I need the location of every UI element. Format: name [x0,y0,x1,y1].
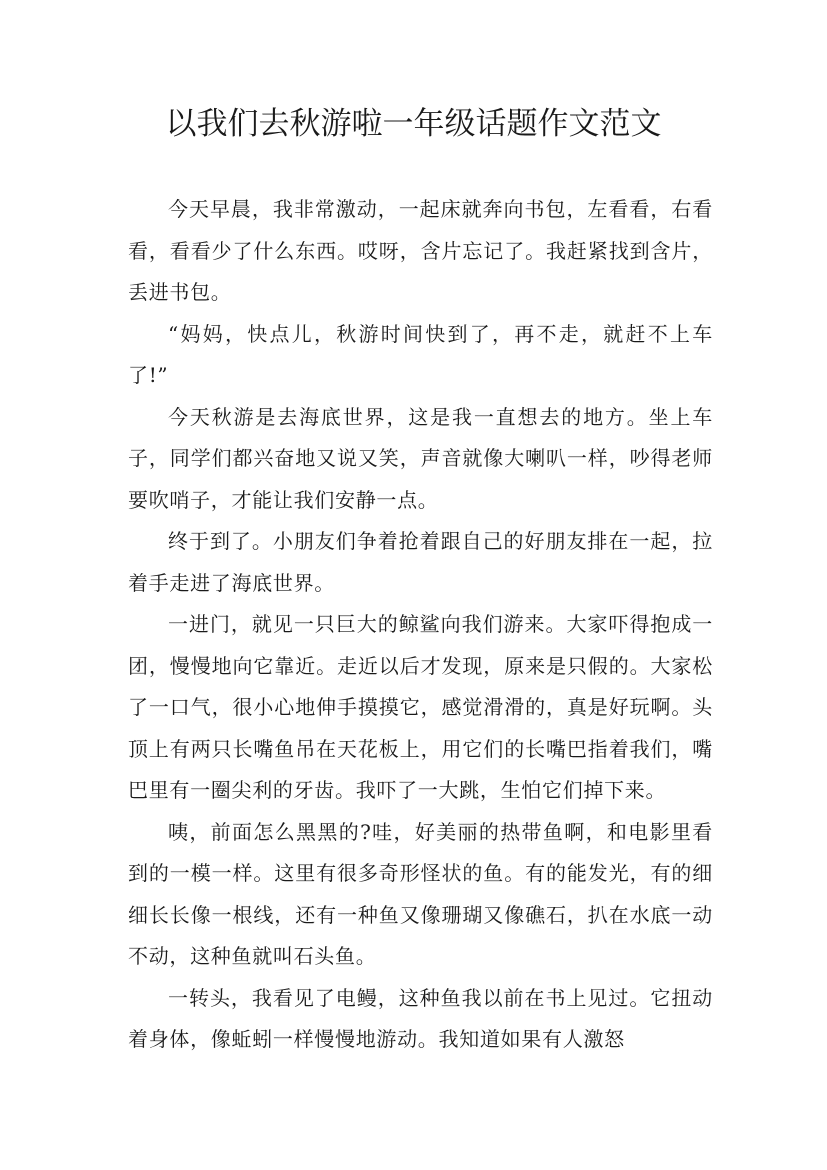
document-title: 以我们去秋游啦一年级话题作文范文 [165,106,662,142]
paragraph: 今天早晨，我非常激动，一起床就奔向书包，左看看，右看看，看看少了什么东西。哎呀，含片忘记了。我赶紧找到含片，丢进书包。 [128,197,713,304]
paragraph: 今天秋游是去海底世界，这是我一直想去的地方。坐上车子，同学们都兴奋地又说又笑，声音就像大喇叭一样，吵得老师要吹哨子，才能让我们安静一点。 [128,404,713,512]
paragraph: 一进门，就见一只巨大的鲸鲨向我们游来。大家吓得抱成一团，慢慢地向它靠近。走近以后才发现，原来是只假的。大家松了一口气，很小心地伸手摸摸它，感觉滑滑的，真是好玩啊。头顶上有两只长嘴鱼吊在天花板上，用它们的长嘴巴指着我们，嘴巴里有一圈尖利的牙齿。我吓了一大跳，生怕它们掉下来。 [128,612,713,802]
paragraph: 一转头，我看见了电鳗，这种鱼我以前在书上见过。它扭动着身体，像蚯蚓一样慢慢地游动。我知道如果有人激怒 [128,985,713,1051]
paragraph: 咦，前面怎么黑黑的?哇，好美丽的热带鱼啊，和电影里看到的一模一样。这里有很多奇形怪状的鱼。有的能发光，有的细细长长像一根线，还有一种鱼又像珊瑚又像礁石，扒在水底一动不动，这种鱼就叫石头鱼。 [128,819,713,968]
paragraph: “妈妈，快点儿，秋游时间快到了，再不走，就赶不上车了!” [128,321,713,387]
document-body [128,189,713,1061]
paragraph: 终于到了。小朋友们争着抢着跟自己的好朋友排在一起，拉着手走进了海底世界。 [128,529,713,595]
